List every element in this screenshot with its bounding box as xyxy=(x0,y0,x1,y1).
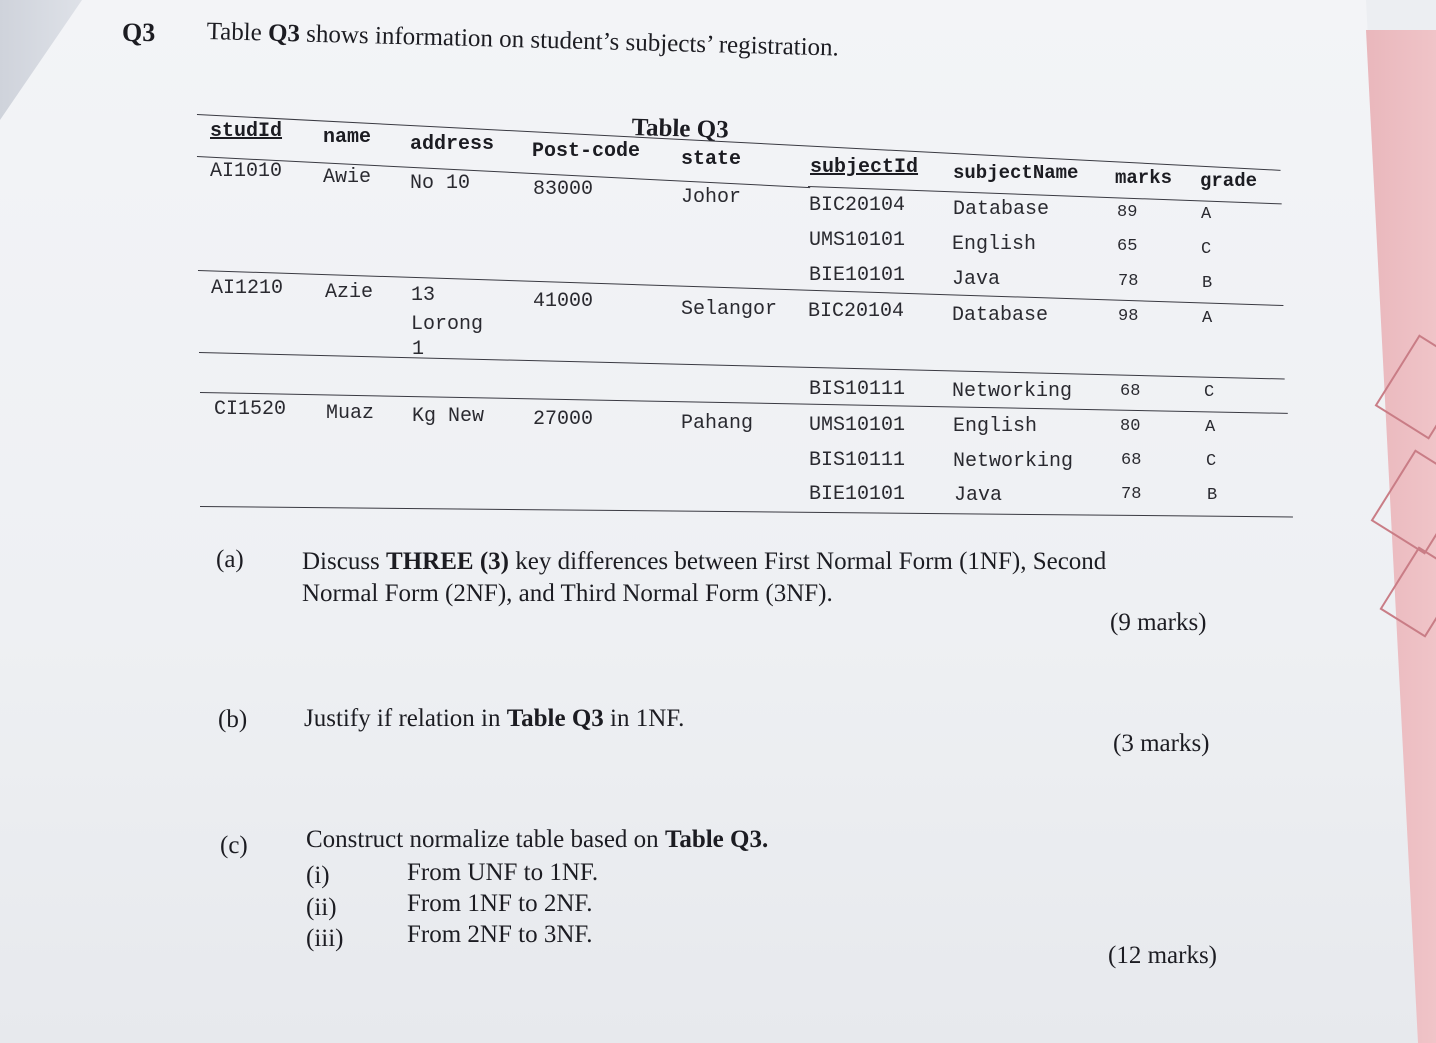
question-number: Q3 xyxy=(122,18,156,47)
header-grade: grade xyxy=(1200,170,1258,192)
part-c-text: Construct normalize table based on Table Q3. xyxy=(306,826,769,853)
cell-grade: B xyxy=(1202,274,1213,293)
cell-address: 13 xyxy=(411,284,436,307)
part-b-text: Justify if relation in Table Q3 in 1NF. xyxy=(304,705,685,732)
cell-studId: CI1520 xyxy=(214,398,287,421)
cell-marks: 78 xyxy=(1118,272,1139,291)
question-intro: Table Q3 shows information on student’s subjects’ registration. xyxy=(206,18,840,62)
cell-subjectName: Database xyxy=(953,198,1050,221)
cell-studId: AI1210 xyxy=(211,277,284,300)
cell-marks: 98 xyxy=(1118,307,1139,326)
cell-postcode: 27000 xyxy=(533,408,594,431)
cell-grade: B xyxy=(1207,486,1218,505)
cell-address: No 10 xyxy=(410,172,471,195)
part-c-sub-text: From 1NF to 2NF. xyxy=(407,890,593,917)
part-c-sub-text: From UNF to 1NF. xyxy=(407,859,599,886)
cell-state: Pahang xyxy=(681,412,754,435)
cell-marks: 78 xyxy=(1121,485,1142,504)
cell-subjectId: BIS10111 xyxy=(809,449,906,472)
cell-subjectId: BIS10111 xyxy=(809,378,906,401)
cell-subjectName: Java xyxy=(954,484,1003,507)
part-c-marks: (12 marks) xyxy=(1108,942,1217,969)
cell-state: Selangor xyxy=(681,298,778,321)
cell-grade: A xyxy=(1202,309,1213,328)
cell-grade: C xyxy=(1206,452,1217,471)
part-c-sub-label: (i) xyxy=(306,862,330,889)
cell-marks: 68 xyxy=(1120,382,1141,401)
cell-postcode: 41000 xyxy=(533,290,594,313)
cell-grade: A xyxy=(1205,418,1216,437)
header-address: address xyxy=(410,133,495,156)
header-subjectId: subjectId xyxy=(810,156,919,179)
cell-marks: 65 xyxy=(1117,237,1138,256)
cell-name: Muaz xyxy=(326,402,375,425)
cell-studId: AI1010 xyxy=(210,160,283,183)
cell-grade: A xyxy=(1201,205,1212,224)
header-studId: studId xyxy=(210,120,283,143)
header-marks: marks xyxy=(1115,167,1173,189)
cell-state: Johor xyxy=(681,186,742,209)
cell-subjectName: English xyxy=(952,233,1037,256)
cell-subjectId: UMS10101 xyxy=(809,229,906,252)
cell-subjectId: UMS10101 xyxy=(809,414,906,437)
part-a-text-line2: Normal Form (2NF), and Third Normal Form (3NF). xyxy=(302,580,833,607)
part-a-marks: (9 marks) xyxy=(1110,609,1207,636)
cell-grade: C xyxy=(1204,383,1215,402)
part-c-sub-label: (ii) xyxy=(306,894,337,921)
cell-subjectName: English xyxy=(953,415,1038,438)
cell-marks: 89 xyxy=(1117,203,1138,222)
part-a-label: (a) xyxy=(216,546,244,573)
cell-name: Awie xyxy=(323,166,372,189)
part-b-marks: (3 marks) xyxy=(1113,730,1210,757)
cell-subjectId: BIC20104 xyxy=(809,194,906,217)
header-name: name xyxy=(323,126,372,149)
cell-address: Lorong xyxy=(411,313,484,336)
cell-subjectId: BIE10101 xyxy=(809,264,906,287)
cell-subjectName: Java xyxy=(952,268,1001,291)
cell-grade: C xyxy=(1201,240,1212,259)
cell-address: 1 xyxy=(412,338,425,361)
part-c-sub-label: (iii) xyxy=(306,925,344,952)
cell-postcode: 83000 xyxy=(533,178,594,201)
part-c-sub-text: From 2NF to 3NF. xyxy=(407,921,593,948)
cell-subjectId: BIE10101 xyxy=(809,483,906,506)
part-c-label: (c) xyxy=(220,832,248,859)
cell-marks: 68 xyxy=(1121,451,1142,470)
part-b-label: (b) xyxy=(218,706,248,733)
cell-name: Azie xyxy=(325,281,374,304)
part-a-text: Discuss THREE (3) key differences between First Normal Form (1NF), Second xyxy=(302,548,1107,575)
cell-address: Kg New xyxy=(412,405,485,428)
header-state: state xyxy=(681,148,742,171)
cell-subjectName: Database xyxy=(952,304,1049,327)
cell-subjectName: Networking xyxy=(953,450,1074,473)
header-subjectName: subjectName xyxy=(953,162,1079,184)
table-caption: Table Q3 xyxy=(631,114,729,144)
cell-subjectId: BIC20104 xyxy=(808,300,905,323)
cell-subjectName: Networking xyxy=(952,380,1073,403)
header-postcode: Post-code xyxy=(532,140,641,163)
cell-marks: 80 xyxy=(1120,417,1141,436)
